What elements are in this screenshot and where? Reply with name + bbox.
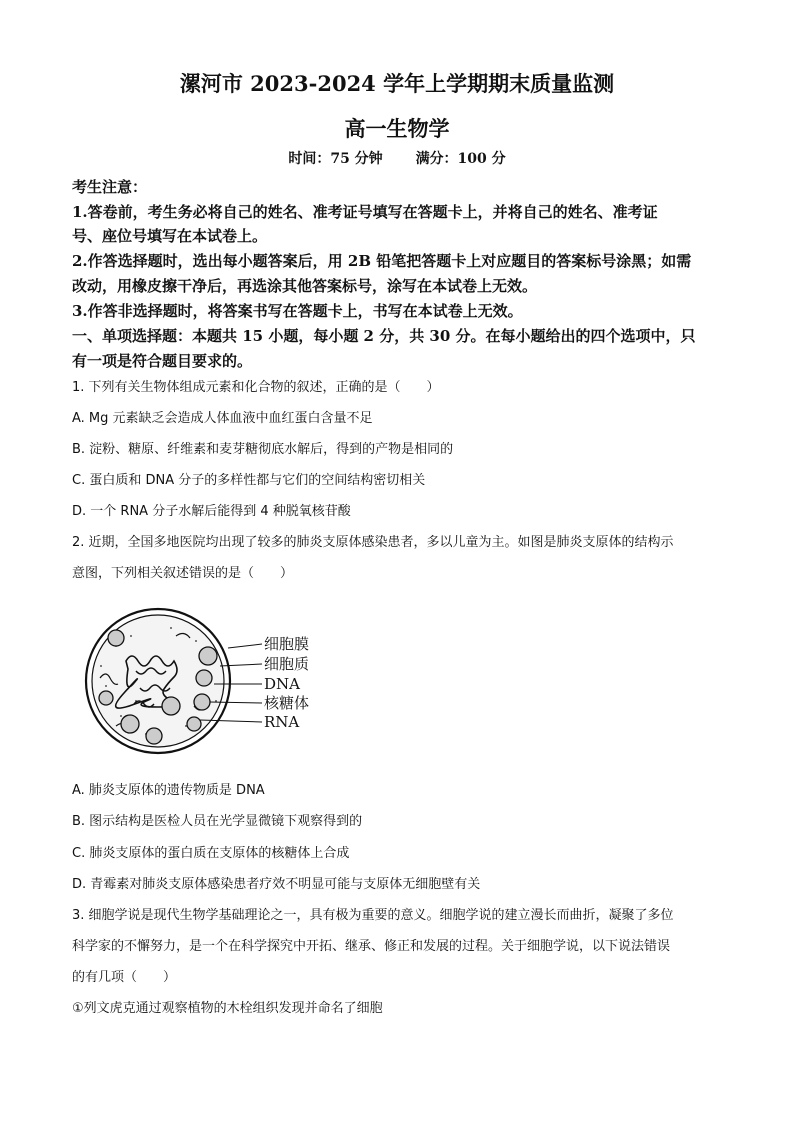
time-limit: 时间：75 分钟 [288,151,383,167]
label-ribosome: 核糖体 [264,694,310,712]
question-1-option-c: C. 蛋白质和 DNA 分子的多样性都与它们的空间结构密切相关 [72,473,426,488]
question-3-item: ①列文虎克通过观察植物的木栓组织发现并命名了细胞 [72,1001,383,1016]
label-cytoplasm: 细胞质 [264,655,310,673]
notice-heading: 考生注意： [72,178,148,196]
notice-line: 3.作答非选择题时，将答案书写在答题卡上，书写在本试卷上无效。 [72,302,523,320]
mycoplasma-structure-diagram [76,606,336,756]
label-cell-membrane: 细胞膜 [264,635,310,653]
section-heading: 一、单项选择题：本题共 15 小题，每小题 2 分，共 30 分。在每小题给出的四个选项中，只 [72,327,696,345]
question-3-stem: 3. 细胞学说是现代生物学基础理论之一，具有极为重要的意义。细胞学说的建立漫长而曲折，凝聚了多位 [72,908,674,923]
question-3-stem: 的有几项（ ） [72,970,177,985]
question-2-option-b: B. 图示结构是医检人员在光学显微镜下观察得到的 [72,814,363,829]
question-2-option-d: D. 青霉素对肺炎支原体感染患者疗效不明显可能与支原体无细胞壁有关 [72,877,481,892]
notice-line: 2.作答选择题时，选出每小题答案后，用 2B 铅笔把答题卡上对应题目的答案标号涂黑；如需 [72,252,692,270]
section-heading: 有一项是符合题目要求的。 [72,352,253,370]
notice-line: 号、座位号填写在本试卷上。 [72,227,268,245]
exam-title: 漯河市 2023-2024 学年上学期期末质量监测 [179,71,615,96]
full-score: 满分：100 分 [415,151,506,167]
question-2-stem: 2. 近期，全国多地医院均出现了较多的肺炎支原体感染患者，多以儿童为主。如图是肺炎支原体的结构示 [72,535,674,550]
question-3-stem: 科学家的不懈努力，是一个在科学探究中开拓、继承、修正和发展的过程。关于细胞学说，以下说法错误 [72,939,671,954]
notice-line: 1.答卷前，考生务必将自己的姓名、准考证号填写在答题卡上，并将自己的姓名、准考证 [72,203,658,221]
question-1-option-b: B. 淀粉、糖原、纤维素和麦芽糖彻底水解后，得到的产物是相同的 [72,442,454,457]
question-1-option-a: A. Mg 元素缺乏会造成人体血液中血红蛋白含量不足 [72,411,373,426]
question-1-option-d: D. 一个 RNA 分子水解后能得到 4 种脱氧核苷酸 [72,504,351,519]
question-1-stem: 1. 下列有关生物体组成元素和化合物的叙述，正确的是（ ） [72,380,440,395]
question-2-option-c: C. 肺炎支原体的蛋白质在支原体的核糖体上合成 [72,846,350,861]
exam-info [0,148,794,168]
question-2-option-a: A. 肺炎支原体的遗传物质是 DNA [72,783,265,798]
question-2-stem: 意图，下列相关叙述错误的是（ ） [72,566,294,581]
label-dna: DNA [264,675,300,693]
subject-title: 高一生物学 [344,116,450,141]
label-rna: RNA [264,713,300,731]
notice-line: 改动，用橡皮擦干净后，再选涂其他答案标号，涂写在本试卷上无效。 [72,277,538,295]
